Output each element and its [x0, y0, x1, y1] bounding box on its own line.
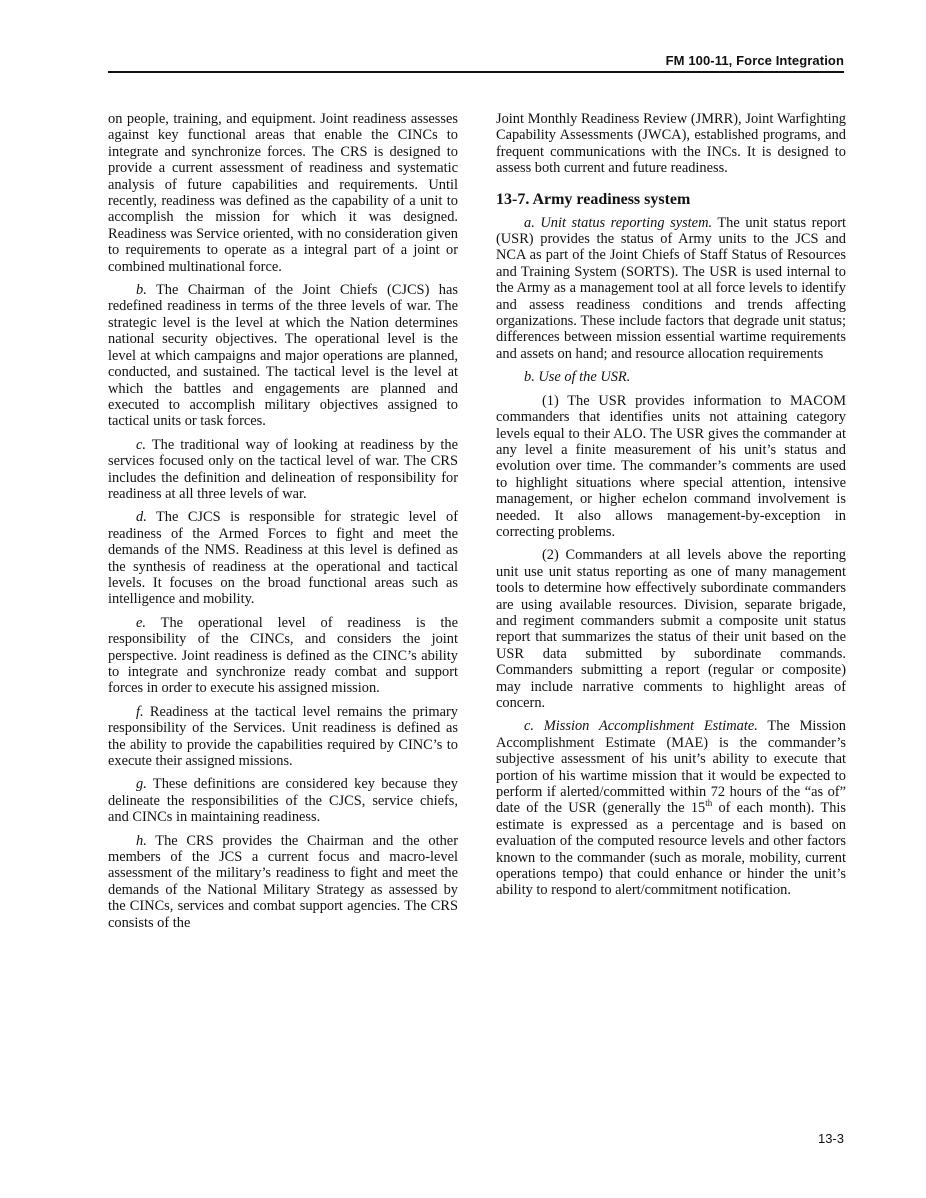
right-column — [496, 111, 846, 906]
paragraph-label: d. — [136, 509, 147, 526]
paragraph-label: g. — [136, 776, 147, 793]
paragraph-label: b. — [136, 282, 147, 299]
paragraph-e — [108, 615, 458, 697]
paragraph-c — [108, 437, 458, 503]
paragraph-f — [108, 704, 458, 770]
paragraph-continuation: on people, training, and equipment. Joint readiness assesses against key functional areas that enable the CINCs to integrate and synchronize forces. The CRS is designed to provide a current assessment of readiness and systematic analysis of future capabilities and requirements. Until recently, readiness was defined as the capability of a unit to accomplish the mission for which it was designed. Readiness was Service oriented, with no consideration given to requirements to operate as a integral part of a joint or combined multinational force. — [108, 111, 458, 275]
paragraph-h — [108, 833, 458, 931]
paragraph-text: The Chairman of the Joint Chiefs (CJCS) has redefined readiness in terms of the three levels of war. The strategic level is the level at which the Nation determines national security objectives. The operational level is the level at which campaigns and major operations are planned, conducted, and sustained. The tactical level is the level at which the battles and engagements are planned and executed to accomplish military objectives assigned to tactical units or task forces. — [108, 282, 458, 430]
paragraph-b — [108, 282, 458, 430]
paragraph-b — [496, 369, 846, 385]
paragraph-text: The CJCS is responsible for strategic level of readiness of the Armed Forces to fight and meet the demands of the NMS. Readiness at this level is defined as the synthesis of readiness at the operational and tactical levels. It focuses on the broad functional areas such as intelligence and mobility. — [108, 509, 458, 608]
left-column — [108, 111, 458, 938]
paragraph-text: The operational level of readiness is the responsibility of the CINCs, and considers the joint perspective. Joint readiness is defined as the CINC’s ability to integrate and synchronize ready combat and support forces in order to execute his assigned mission. — [108, 614, 458, 697]
paragraph-g — [108, 776, 458, 825]
running-header: FM 100-11, Force Integration — [665, 53, 844, 68]
page-number: 13-3 — [817, 1131, 844, 1146]
paragraph-label: a. Unit status reporting system. — [524, 214, 713, 231]
paragraph-text: of each month). This estimate is expressed as a percentage and is based on evaluation of the computed resource levels and other factors known to the commander (such as morale, mobility, current operations tempo) that could enhance or hinder the unit’s ability to respond to alert/commitment notification. — [496, 800, 846, 899]
paragraph-a — [496, 215, 846, 363]
paragraph-c — [496, 718, 846, 898]
paragraph-label: f. — [136, 703, 144, 720]
paragraph-label: h. — [136, 832, 147, 849]
paragraph-text: These definitions are considered key because they delineate the responsibilities of the CJCS, service chiefs, and CINCs in maintaining readiness. — [108, 776, 458, 826]
paragraph-text: The Mission Accomplishment Estimate (MAE) is the commander’s subjective assessment of his unit’s ability to execute that portion of his wartime mission that it would be expected to perform if alerted/committed within 72 hours of the “as of” date of the USR (generally the 15 — [496, 718, 846, 817]
paragraph-label: c. — [136, 436, 146, 453]
paragraph-label: e. — [136, 614, 146, 631]
section-heading: 13-7. Army readiness system — [496, 190, 691, 208]
header-rule — [108, 71, 844, 73]
paragraph-continuation: Joint Monthly Readiness Review (JMRR), Joint Warfighting Capability Assessments (JWCA), established programs, and frequent communications with the INCs. It is designed to assess both current and future readiness. — [496, 111, 846, 177]
subparagraph-1: (1) The USR provides information to MACOM commanders that identifies units not attaining category levels equal to their ALO. The USR gives the commander at any level a finite measurement of his unit’s status and evolution over time. The commander’s comments are used to highlight situations where special attention, intensive management, or higher echelon command involvement is needed. It also allows management-by-exception in correcting problems. — [496, 392, 846, 540]
subparagraph-2: (2) Commanders at all levels above the reporting unit use unit status reporting as one of many management tools to determine how effectively subordinate commanders are using available resources. Division, separate brigade, and regiment commanders submit a composite unit status report that summarizes the status of their unit based on the USR data submitted by subordinate commands. Commanders submitting a report (regular or composite) may include narrative comments to highlight areas of concern. — [496, 547, 846, 711]
superscript: th — [705, 798, 713, 809]
paragraph-text: The traditional way of looking at readiness by the services focused only on the tactical level of war. The CRS includes the definition and delineation of responsibility for readiness at all three levels of war. — [108, 436, 458, 502]
paragraph-text: Readiness at the tactical level remains the primary responsibility of the Services. Unit readiness is defined as the ability to provide the capabilities required by CINC’s to execute their assigned missions. — [108, 703, 458, 770]
paragraph-label: b. Use of the USR. — [524, 369, 631, 386]
paragraph-text: The CRS provides the Chairman and the other members of the JCS a current focus and macro-level assessment of the military’s readiness to fight and meet the demands of the National Military Strategy as assessed by the CINCs, services and combat support agencies. The CRS consists of the — [108, 832, 458, 931]
paragraph-label: c. Mission Accomplishment Estimate. — [524, 718, 758, 735]
paragraph-text: The unit status report (USR) provides the status of Army units to the JCS and NCA as part of the Joint Chiefs of Staff Status of Resources and Training System (SORTS). The USR is used internal to the Army as a management tool at all force levels to identify and assess readiness conditions and trends affecting organizations. These include factors that degrade unit status; differences between mission essential wartime requirements and assets on hand; and resource allocation requirements — [496, 214, 846, 362]
paragraph-d — [108, 509, 458, 607]
